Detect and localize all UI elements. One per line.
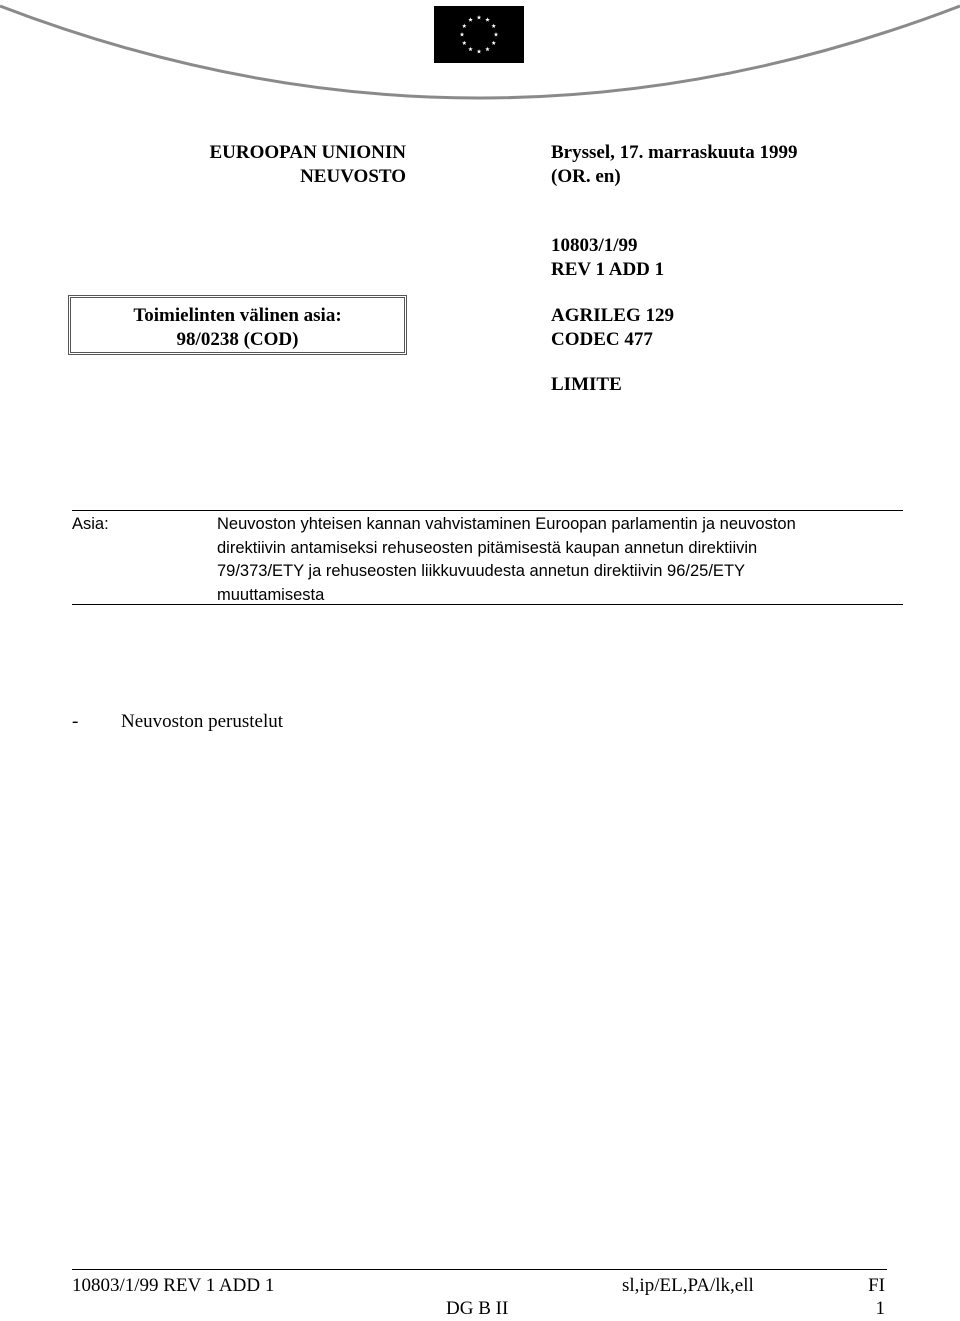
place-date-line: Bryssel, 17. marraskuuta 1999	[551, 142, 798, 163]
subject-bottom-divider	[72, 604, 903, 605]
footer-initials: sl,ip/EL,PA/lk,ell	[622, 1275, 754, 1296]
footer-language: FI	[868, 1275, 885, 1296]
document-number-line-1: 10803/1/99	[551, 235, 638, 256]
interinstitutional-file-number: 98/0238 (COD)	[176, 329, 299, 350]
document-codes	[551, 304, 674, 352]
subject-line-2: direktiivin antamiseksi rehuseosten pitämisestä kaupan annetun direktiivin	[217, 538, 758, 557]
subject-line-1: Neuvoston yhteisen kannan vahvistaminen Euroopan parlamentin ja neuvoston	[217, 515, 796, 533]
classification-marking: LIMITE	[551, 374, 622, 395]
subject-top-divider	[72, 510, 903, 511]
list-item: Neuvoston perustelut	[121, 711, 284, 732]
council-name-line-2: NEUVOSTO	[300, 166, 406, 187]
footer-divider	[72, 1269, 887, 1270]
document-number	[551, 234, 664, 282]
interinstitutional-file-box	[68, 295, 407, 355]
original-language: (OR. en)	[551, 166, 621, 187]
list-item-bullet: -	[72, 711, 79, 732]
subject-text	[217, 513, 796, 607]
footer-department: DG B II	[446, 1298, 509, 1319]
interinstitutional-file-text	[71, 304, 404, 352]
council-name	[150, 141, 406, 189]
eu-flag-icon	[434, 6, 524, 63]
code-codec: CODEC 477	[551, 329, 653, 350]
footer-reference: 10803/1/99 REV 1 ADD 1	[72, 1275, 275, 1296]
code-agrileg: AGRILEG 129	[551, 305, 674, 326]
subject-label: Asia:	[72, 515, 109, 533]
subject-line-3: 79/373/ETY ja rehuseosten liikkuvuudesta annetun direktiivin 96/25/ETY	[217, 562, 746, 580]
document-number-line-2: REV 1 ADD 1	[551, 259, 665, 280]
subject-line-4: muuttamisesta	[217, 585, 325, 604]
place-date	[551, 141, 797, 189]
page-number: 1	[875, 1298, 885, 1319]
council-name-line-1: EUROOPAN UNIONIN	[209, 142, 406, 163]
interinstitutional-file-label: Toimielinten välinen asia:	[133, 305, 342, 326]
